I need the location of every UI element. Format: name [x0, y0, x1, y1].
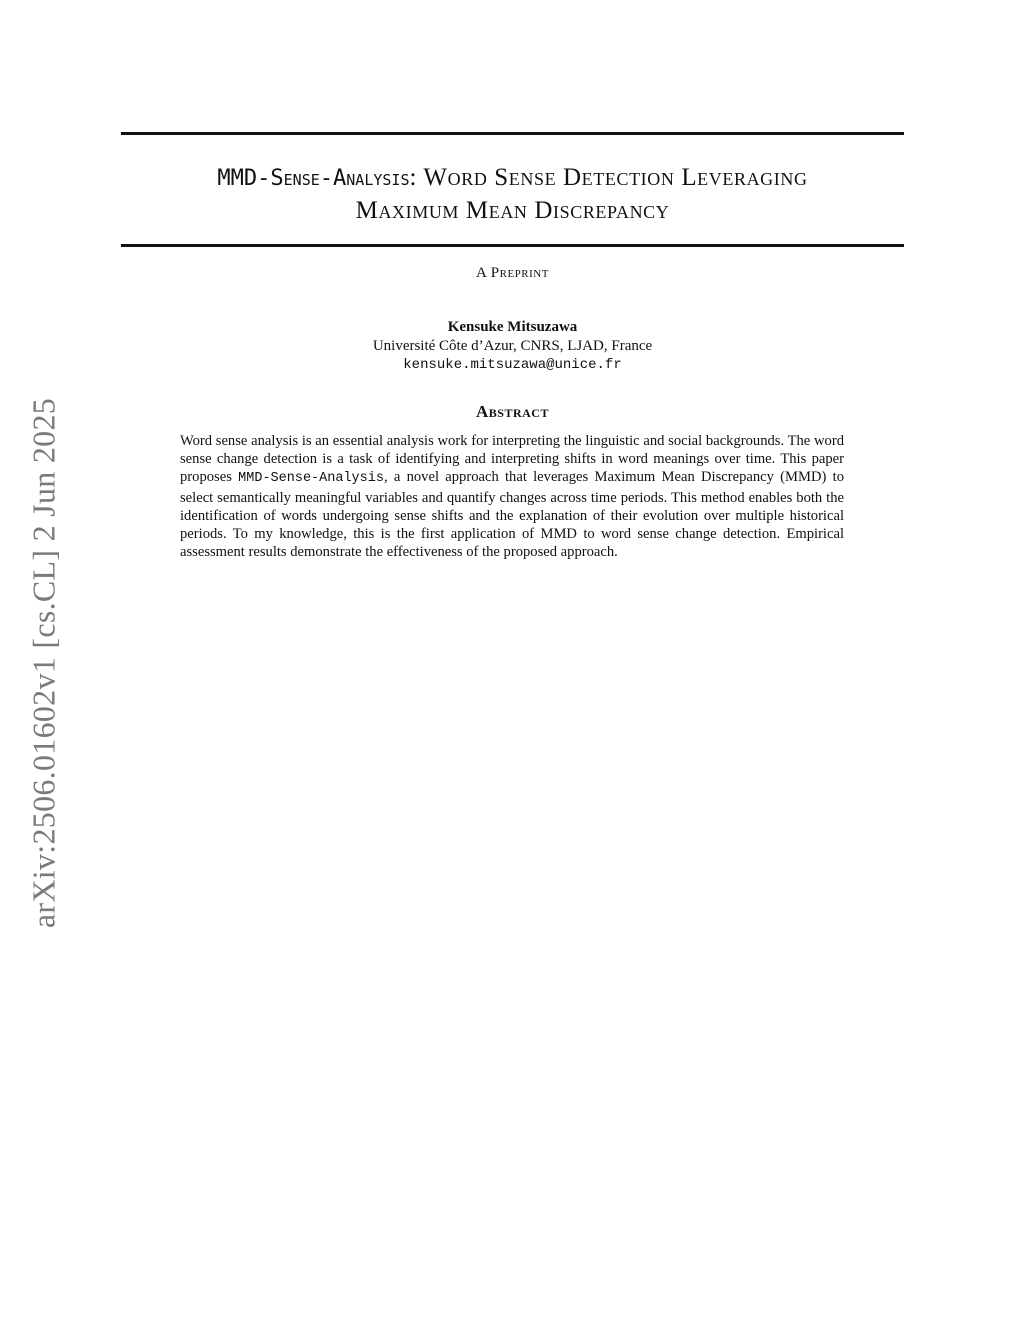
author-affiliation: Université Côte d’Azur, CNRS, LJAD, France [372, 338, 653, 354]
title-method-name: MMD-Sense-Analysis [217, 166, 410, 191]
title-line-2: Maximum Mean Discrepancy [355, 197, 670, 224]
title-line-1: : Word Sense Detection Leveraging [409, 164, 808, 191]
title-bottom-rule [121, 244, 904, 247]
author-block [121, 318, 904, 375]
author-email: kensuke.mitsuzawa@unice.fr [403, 357, 622, 373]
arxiv-identifier-stamp: arXiv:2506.01602v1 [cs.CL] 2 Jun 2025 [25, 397, 62, 929]
abstract-text-part-2: , a novel approach that leverages Maximum Mean Discrepancy (MMD) to select semantically meaningful variables and quantify changes across time periods. This method enables both the identification of words undergoing sense shifts and the explanation of their evolution over multiple historical periods. To my knowledge, this is the first application of MMD to word sense change detection. Empirical assessment results demonstrate the effectiveness of the proposed approach. [180, 469, 844, 561]
paper-title [121, 162, 904, 227]
abstract-method-name: MMD-Sense-Analysis [238, 471, 384, 487]
abstract-heading: Abstract [476, 402, 549, 421]
title-top-rule [121, 132, 904, 135]
preprint-label: A Preprint [476, 265, 549, 281]
abstract-text-part-1: Word sense analysis is an essential analysis work for interpreting the linguistic and social backgrounds. The word sense change detection is a task of identifying and interpreting shifts in word meanings over time. This paper proposes [180, 433, 844, 486]
abstract-text [180, 432, 844, 561]
author-name: Kensuke Mitsuzawa [447, 319, 578, 335]
